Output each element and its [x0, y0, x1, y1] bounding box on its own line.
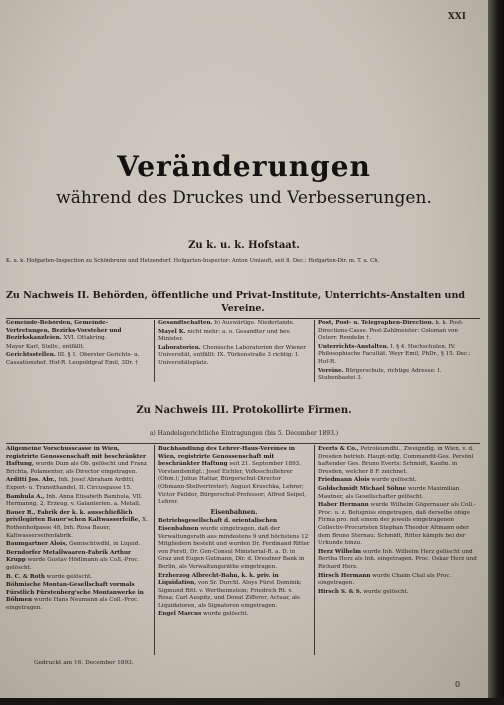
- section2-column-1: [6, 320, 151, 384]
- entry-name: Gemeinde-Behörden, Gemeinde-Vertretungen, Bezirks-Vorsteher und Bezirkskanzleien.: [6, 320, 122, 342]
- column-divider: [314, 320, 315, 382]
- entry-name: Gesandtschaften.: [158, 320, 213, 326]
- entry-text: wurde gelöscht.: [361, 588, 409, 595]
- entry-text: wurde Inh. Wilhelm Herz gelöscht und Bertha Herz als Inh. eingetragen. Proc. Oskar Herz und Richard Herz.: [318, 548, 477, 570]
- entry: [158, 329, 310, 344]
- entry-name: Hirsch S. & S.: [318, 588, 362, 595]
- entry-text: XVI. Ottakring.: [61, 335, 107, 342]
- entry: [158, 320, 310, 328]
- entry-text: Bürgerschule, richtige Adresse: I. Stubenbastei 3.: [318, 367, 442, 382]
- entry-name: Allgemeine Vorschusscasse in Wien, registrirte Genossenschaft mit beschränkter Haftung,: [6, 446, 146, 468]
- entry-name: Erzherzog Albrecht-Bahn, k. k. priv. in Liquidation,: [158, 572, 279, 587]
- entry: [6, 574, 151, 582]
- page-bottom-edge: [0, 698, 504, 705]
- entry-text: wurde gelöscht.: [44, 573, 93, 580]
- entry: [158, 518, 310, 571]
- corner-mark: 0: [455, 680, 461, 689]
- section3-column-2: [158, 446, 310, 654]
- entry: [158, 345, 310, 368]
- section2-column-3: [318, 320, 478, 384]
- entry-name: Berndorfer Metallwaaren-Fabrik Arthur Krupp: [6, 549, 131, 564]
- entry-text: wurde Dum als Ob. gelöscht und Franz Brichta, Polamenter, als Director eingetragen.: [6, 461, 147, 475]
- page-subtitle: während des Druckes und Verbesserungen.: [56, 188, 432, 208]
- entry-text: wurde Hans Neumann als Coll.-Proc. eingetragen.: [6, 597, 139, 611]
- entry-text: X. Rothenhofgasse 48, Inh. Rosa Bauer, Kaltwasserseifenfabrik.: [6, 517, 148, 539]
- page-number: XXI: [447, 12, 466, 22]
- entry-name: Haber Hermann: [318, 502, 369, 509]
- section3-rule: [6, 443, 480, 444]
- column-divider: [314, 445, 315, 655]
- entry-name: Everts & Co.,: [318, 446, 359, 452]
- entry-name: Betriebsgesellschaft d. orientalischen Eisenbahnen: [158, 518, 278, 532]
- entry: [158, 446, 310, 507]
- column-subheading: Eisenbahnen.: [210, 508, 258, 516]
- entry: [318, 344, 478, 367]
- entry-name: Laboratorien.: [158, 344, 201, 351]
- print-date-footer: Gedruckt am 16. December 1893.: [34, 660, 134, 666]
- entry: [318, 573, 478, 588]
- entry: [6, 344, 151, 352]
- entry: [318, 502, 478, 548]
- entry: [6, 352, 151, 367]
- entry-text: wurde Wilhelm Gögernauer als Coll.-Proc. u. z. Befugniss eingetragen, daß derselbe obige Firma pro. mit einem der jeweils eingetragenen Collectiv-Procuristen Stephan Theodor Altmann oder dem Bruno Sternau: Schmidt, Ritter kämpfe bei der Urkunde hinzu.: [318, 502, 476, 547]
- entry-text: Inh. Josef Abraham Arditti, Export- u. Transithandel, II. Circusgasse 15.: [6, 477, 135, 491]
- entry-name: Arditti Jos. Abr.,: [6, 477, 57, 484]
- entry-text: wurde gelöscht.: [369, 477, 417, 484]
- entry-name: Baumgartner Alois,: [6, 541, 68, 548]
- entry: [6, 510, 151, 540]
- entry: [6, 582, 151, 612]
- section1-heading: Zu k. u. k. Hofstaat.: [188, 240, 300, 251]
- entry-name: Friedmann Alois: [318, 477, 370, 484]
- entry: [318, 549, 478, 572]
- entry-text: wurde eingetragen, daß der Verwaltungsrath aus mindestens 9 und höchstens 12 Mitgliedern besteht und wurden Dr. Ferdinand Ritter von Ferstl, Dr. Gen-Consul Ministerial-R. a. D. in Graz und Eugen Gutmann, Dir. d. Dresdner Bank in Berlin, als Verwaltungsräthe eingetragen.: [158, 525, 310, 570]
- entry: [6, 494, 151, 509]
- section3-subheading: a) Handelsgerichtliche Eintragungen (bis 5. December 1893.): [149, 430, 339, 437]
- entry-text: Chemische Laboratorien der Wiener Universität, entfällt: IX. Türkenstraße 3 richtig: I. Universitätsplatz.: [158, 344, 306, 366]
- entry: [318, 446, 478, 476]
- entry-text: nicht mehr: a. o. Gesandter und bev. Minister.: [158, 328, 291, 343]
- entry-name: Gerichtsstellen.: [6, 352, 56, 359]
- section2-rule: [6, 318, 480, 319]
- page-binding-edge: [488, 0, 504, 705]
- entry: [6, 541, 151, 549]
- entry: [158, 611, 310, 619]
- entry-name: Böhmische Montan-Gesellschaft vormals Fürstlich Fürstenberg'sche Montanwerke in Böhmen: [6, 582, 144, 604]
- entry-text: Petroleumdhl., Zweigndlg. in Wien, v. d. Dresden betrieb. Haupt-ndlg. Commandit-Ges. Persönl haftender Ges. Bruno Everts; Schmidt, Kaufm. in Dresden, welcher 8 F. zeichnet.: [318, 446, 474, 475]
- entry-text: k. k. Post-Directions-Casse. Post-Zahlmeister: Coloman von Osterr. Rendelin †.: [318, 320, 464, 342]
- entry: [318, 486, 478, 501]
- entry: [318, 368, 478, 383]
- section2-column-2: [158, 320, 310, 384]
- entry: [158, 573, 310, 611]
- entry: [318, 589, 478, 597]
- entry-text: wurde Gustav Hödlmann als Coll.-Proc. gelöscht.: [6, 557, 140, 571]
- entry-name: Bamhula A.,: [6, 493, 45, 500]
- section3-column-1: [6, 446, 151, 654]
- entry-name: Buchhandlung des Lehrer-Haus-Vereines in Wien, registrirte Genossenschaft mit beschränkter Haftung: [158, 446, 295, 468]
- section1-line: K. u. k. Hofgarten-Inspection zu Schönbrunn und Hetzendorf. Hofgarten-Inspector: Anton Umlauft, seit 8. Dec.: Hofgarten-Dir. m. T. u. Ch.: [6, 258, 380, 264]
- entry-name: Vereine.: [318, 367, 344, 374]
- entry-name: Goldschmidt Michael Söhne: [318, 485, 407, 492]
- entry-name: Hirsch Hermann: [318, 572, 371, 579]
- entry: [6, 320, 151, 343]
- entry-text: von Sr. Durchl. Aloys Fürst Dominik; Sigmund Ritt. v. Wertheimstein; Friedrich Rt. v. Rosa; Carl Auspitz, und Donat Zifferer, Actuar, als Liquidatoren, als Signatoren eingetragen.: [158, 580, 302, 609]
- entry-text: b) Auswärtige. Niederlande.: [212, 320, 295, 326]
- section3-column-3: [318, 446, 478, 654]
- entry-name: Bauer R., Fabrik der k. k. ausschließlich privilegirten Bauer'schen Kaltwasserfeiße,: [6, 509, 141, 524]
- section2-heading-line2: Vereine.: [221, 303, 265, 314]
- entry-name: B. C. & Roth: [6, 573, 45, 580]
- entry: [6, 550, 151, 573]
- entry-text: Gemischtwdhl, in Liquid.: [67, 541, 141, 548]
- entry-text: wurde Chaim Chal als Proc. eingetragen.: [318, 572, 452, 587]
- column-divider: [154, 445, 155, 655]
- entry: [318, 320, 478, 343]
- entry-name: Mayel K.: [158, 328, 186, 335]
- entry-text: seit 21. September 1893. Vorstandsmitgl.: Josef Eichler, Volksschullehrer (Obm.); Julius Hattar, Bürgerschul-Director (Obmann-Stellvertreter); August Kruschka, Lehrer; Victor Feilder, Bürgerschul-Professor; Alfred Seipel, Lehrer.: [158, 461, 307, 506]
- entry-name: Unterrichts-Anstalten.: [318, 343, 389, 350]
- entry-text: Mayer Karl, Stellv., entfällt.: [6, 343, 85, 350]
- entry: [6, 446, 151, 476]
- entry-name: Herz Wilhelm: [318, 548, 362, 555]
- entry: [318, 477, 478, 485]
- page-title: Veränderungen: [117, 150, 371, 183]
- entry-text: Inh. Anna Elisabeth Bamhula, VII. Hermanng. 2, Erzeug. v. Galanterien. a. Metall.: [6, 493, 143, 508]
- column-divider: [154, 320, 155, 382]
- entry-text: I. § 4. Hochschulen. IV. Philosophische Facultät. Weyr Emil, PhDr., § 15. Dec.: Hof-R.: [318, 343, 471, 365]
- entry-name: Post, Post- u. Telegraphen-Direction.: [318, 320, 434, 326]
- section2-heading-line1: Zu Nachweis II. Behörden, öffentliche und Privat-Institute, Unterrichts-Anstalten und: [6, 290, 465, 301]
- entry: [6, 477, 151, 492]
- entry-text: III. § 1. Oberster Gerichts- u. Cassationshof. Hof-R. Leopoldgraf Emil, 3Dr. †: [6, 352, 140, 366]
- entry-text: wurde Maximilian Mautner, als Gesellschafter gelöscht.: [318, 485, 460, 500]
- entry-name: Engel Marcus: [158, 611, 202, 618]
- section3-heading: Zu Nachweis III. Protokollirte Firmen.: [136, 405, 352, 416]
- entry-text: wurde gelöscht.: [201, 611, 249, 618]
